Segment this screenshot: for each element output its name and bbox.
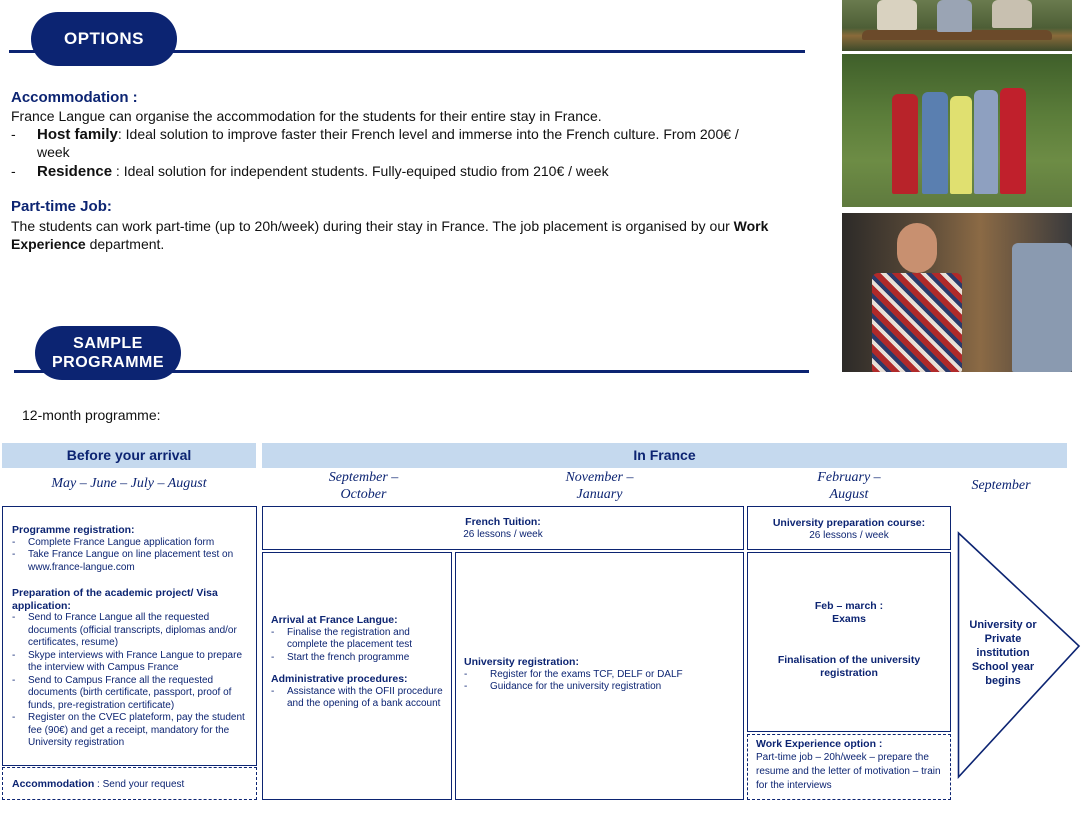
french-tuition-box <box>262 506 744 550</box>
list-item: - Finalise the registration and complete the placement test <box>271 627 445 652</box>
arrival-list <box>271 627 445 665</box>
work-experience-box <box>747 734 951 800</box>
list-item: - Register for the exams TCF, DELF or DALF <box>464 669 735 682</box>
residence-text: : Ideal solution for independent students. Fully-equiped studio from 210€ / week <box>112 163 609 179</box>
period-feb-aug: February – August <box>817 470 881 502</box>
job-bold-1: Work <box>733 218 769 234</box>
finalisation-line1: Finalisation of the university <box>777 654 921 666</box>
accommodation-intro: France Langue can organise the accommodation for the students for their entire stay in France. <box>11 108 602 124</box>
accommodation-request-text: : Send your request <box>94 779 185 790</box>
school-year-arrow-text: University or Private institution School year begins <box>969 619 1037 687</box>
list-item: - Start the french programme <box>271 652 445 665</box>
university-prep-text: 26 lessons / week <box>809 529 889 541</box>
exams-line1: Feb – march : <box>814 600 884 612</box>
french-tuition-title: French Tuition: <box>465 516 541 528</box>
administrative-title: Administrative procedures: <box>271 673 408 685</box>
job-text-2: department. <box>85 236 165 252</box>
residence-item: - Residence : Ideal solution for independent students. Fully-equiped studio from 210€ / week <box>11 163 609 180</box>
students-on-bench-photo <box>842 0 1072 51</box>
list-item: - Complete France Langue application form <box>12 537 248 550</box>
before-arrival-header: Before your arrival <box>2 443 256 468</box>
university-prep-box <box>747 506 951 550</box>
list-item: - Guidance for the university registration <box>464 681 735 694</box>
arrival-box <box>262 552 452 800</box>
accommodation-request-box <box>2 767 257 800</box>
host-family-label: Host family <box>37 126 118 143</box>
in-france-header: In France <box>262 443 1067 468</box>
university-registration-title: University registration: <box>464 656 579 668</box>
list-item: - Register on the CVEC plateform, pay the student fee (90€) and get a receipt, mandatory for the University registration <box>12 712 248 750</box>
academic-project-list <box>12 612 248 750</box>
list-item: - Send to France Langue all the requested documents (official transcripts, diplomas and/or certificates, resume) <box>12 612 248 650</box>
university-prep-title: University preparation course: <box>772 517 926 529</box>
work-experience-title: Work Experience option : <box>756 738 883 750</box>
period-before: May – June – July – August <box>51 476 207 491</box>
list-item: - Send to Campus France all the requested documents (birth certificate, passport, proof of funds, pre-registration certificate) <box>12 675 248 713</box>
options-heading: OPTIONS <box>31 12 177 66</box>
sample-programme-heading <box>35 326 181 380</box>
work-experience-text: Part-time job – 20h/week – prepare the resume and the letter of motivation – train for the interviews <box>756 751 941 791</box>
host-family-photo <box>842 54 1072 207</box>
accommodation-heading: Accommodation : <box>11 89 138 106</box>
exams-line2: Exams <box>832 612 866 625</box>
sample-title-line1: SAMPLE <box>73 335 143 352</box>
list-item: - Assistance with the OFII procedure and the opening of a bank account <box>271 686 445 711</box>
job-text-1: The students can work part-time (up to 20h/week) during their stay in France. The job placement is organised by our <box>11 218 730 234</box>
exams-box <box>747 552 951 732</box>
programme-intro: 12-month programme: <box>22 407 161 423</box>
host-family-item: - Host family: Ideal solution to improve faster their French level and immerse into the French culture. From 200€ / <box>11 126 739 143</box>
period-nov-jan: November – January <box>565 470 634 502</box>
programme-registration-list <box>12 537 248 575</box>
host-family-text-cont: week <box>37 144 70 160</box>
arrival-title: Arrival at France Langue: <box>271 614 398 626</box>
university-registration-list <box>464 669 735 694</box>
job-bold-2: Experience <box>11 236 86 252</box>
sample-title-line2: PROGRAMME <box>51 354 165 371</box>
french-tuition-text: 26 lessons / week <box>463 528 543 540</box>
bartender-photo <box>842 213 1072 372</box>
administrative-list <box>271 686 445 711</box>
residence-label: Residence <box>37 163 113 180</box>
period-september: September <box>971 478 1031 493</box>
list-item: - Take France Langue on line placement test on www.france-langue.com <box>12 549 248 574</box>
programme-registration-title: Programme registration: <box>12 524 135 536</box>
job-text-line2 <box>11 235 801 253</box>
accommodation-request-title: Accommodation <box>12 778 95 790</box>
university-registration-box <box>455 552 744 800</box>
before-arrival-box <box>2 506 257 766</box>
job-text-line1 <box>11 217 801 235</box>
finalisation-line2: registration <box>820 666 878 679</box>
academic-project-title: Preparation of the academic project/ Visa application: <box>12 587 218 612</box>
host-family-text: : Ideal solution to improve faster their French level and immerse into the French culture. From 200€ / <box>117 126 739 142</box>
list-item: - Skype interviews with France Langue to prepare the interview with Campus France <box>12 650 248 675</box>
part-time-job-heading: Part-time Job: <box>11 198 112 215</box>
period-sep-oct: September – October <box>328 470 399 502</box>
